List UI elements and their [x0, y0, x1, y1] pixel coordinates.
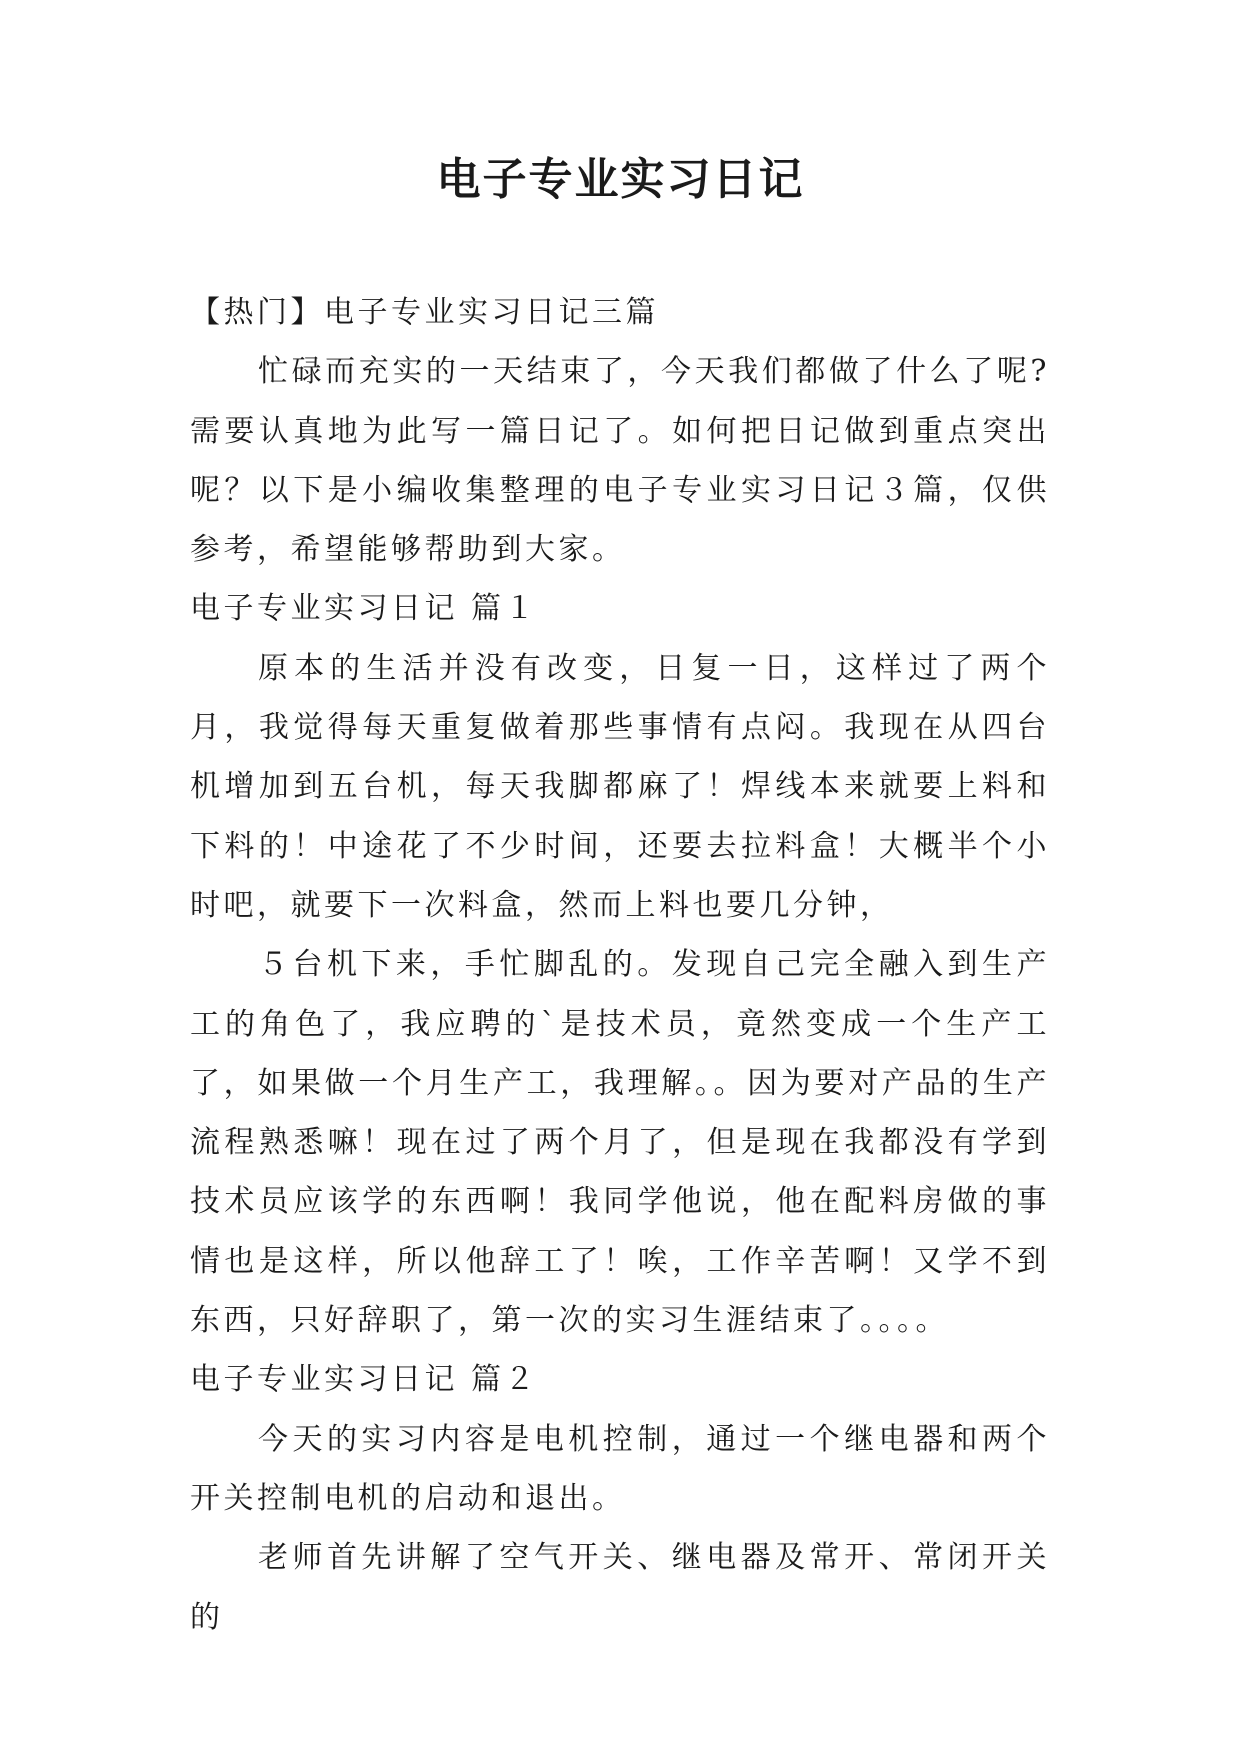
section-1-paragraph-1: 原本的生活并没有改变，日复一日，这样过了两个月，我觉得每天重复做着那些事情有点闷。我现在从四台机增加到五台机，每天我脚都麻了！焊线本来就要上料和下料的！中途花了不少时间，还要去拉料盒！大概半个小时吧，就要下一次料盒，然而上料也要几分钟，: [190, 650, 1050, 923]
section-2-paragraph-2: 老师首先讲解了空气开关、继电器及常开、常闭开关的: [190, 1540, 1050, 1635]
document-title: 电子专业实习日记: [436, 154, 805, 205]
document-body: [190, 283, 1050, 1647]
intro-heading: 【热门】电子专业实习日记三篇: [190, 295, 659, 330]
section-1-paragraph-2: ５台机下来，手忙脚乱的。发现自己完全融入到生产工的角色了，我应聘的`是技术员，竟然变成一个生产工了，如果做一个月生产工，我理解。。因为要对产品的生产流程熟悉嘛！现在过了两个月了，但是现在我都没有学到技术员应该学的东西啊！我同学他说，他在配料房做的事情也是这样，所以他辞工了！唉，工作辛苦啊！又学不到东西，只好辞职了，第一次的实习生涯结束了。。。。: [190, 947, 1050, 1339]
section-heading-1: 电子专业实习日记 篇１: [190, 591, 539, 627]
section-2-paragraph-1: 今天的实习内容是电机控制，通过一个继电器和两个开关控制电机的启动和退出。: [190, 1421, 1050, 1516]
section-heading-2: 电子专业实习日记 篇２: [190, 1362, 539, 1398]
intro-paragraph: 忙碌而充实的一天结束了，今天我们都做了什么了呢?需要认真地为此写一篇日记了。如何把日记做到重点突出呢？以下是小编收集整理的电子专业实习日记３篇，仅供参考，希望能够帮助到大家。: [190, 354, 1050, 568]
